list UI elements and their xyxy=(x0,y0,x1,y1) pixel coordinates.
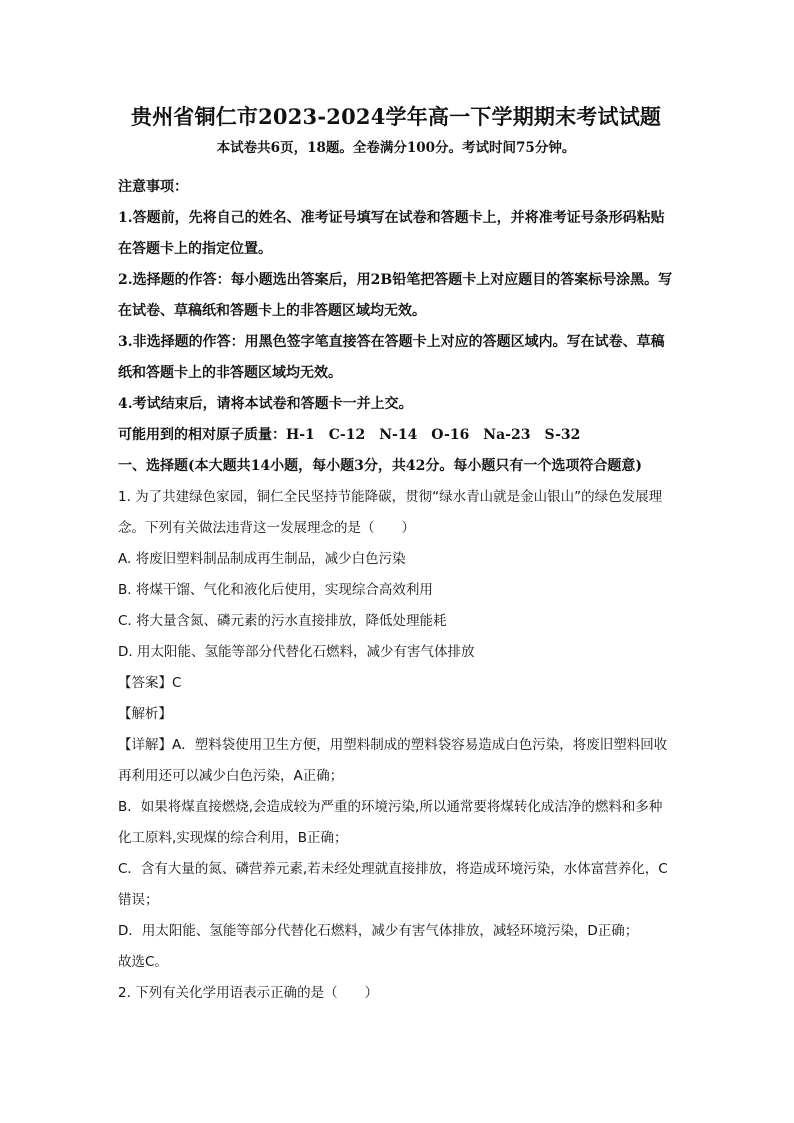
question-1-conclusion: 故选C。 xyxy=(118,954,168,970)
exam-info: 本试卷共6页，18题。全卷满分100分。考试时间75分钟。 xyxy=(216,140,576,156)
page-title: 贵州省铜仁市2023-2024学年高一下学期期末考试试题 xyxy=(130,104,662,129)
question-1-stem: 1. 为了共建绿色家园，铜仁全民坚持节能降碳，贯彻“绿水青山就是金山银山”的绿色发展理念。下列有关做法违背这一发展理念的是（ ） xyxy=(118,489,663,536)
section-heading: 一、选择题(本大题共14小题，每小题3分，共42分。每小题只有一个选项符合题意) xyxy=(118,458,642,474)
notice-item-1: 1.答题前，先将自己的姓名、准考证号填写在试卷和答题卡上，并将准考证号条形码粘贴在答题卡上的指定位置。 xyxy=(118,210,665,257)
notice-item-2: 2.选择题的作答：每小题选出答案后，用2B铅笔把答题卡上对应题目的答案标号涂黑。写在试卷、草稿纸和答题卡上的非答题区域均无效。 xyxy=(118,272,673,319)
question-1-explain-b: B．如果将煤直接燃烧,会造成较为严重的环境污染,所以通常要将煤转化成洁净的燃料和多种化工原料,实现煤的综合利用，B正确； xyxy=(118,799,663,846)
question-1-answer: 【答案】C xyxy=(118,675,182,691)
question-1-option-a: A. 将废旧塑料制品制成再生制品，减少白色污染 xyxy=(118,551,406,567)
question-1-explain-c: C．含有大量的氮、磷营养元素,若未经处理就直接排放，将造成环境污染，水体富营养化，C错误； xyxy=(118,861,668,908)
question-1-explain-a: 【详解】A．塑料袋使用卫生方便，用塑料制成的塑料袋容易造成白色污染，将废旧塑料回收再利用还可以减少白色污染，A正确； xyxy=(118,737,668,784)
question-2-stem: 2. 下列有关化学用语表示正确的是（ ） xyxy=(118,985,379,1001)
question-1-explain-d: D．用太阳能、氢能等部分代替化石燃料，减少有害气体排放，减轻环境污染，D正确； xyxy=(118,923,639,939)
question-1-option-d: D. 用太阳能、氢能等部分代替化石燃料，减少有害气体排放 xyxy=(118,644,475,660)
notice-heading: 注意事项： xyxy=(118,179,188,195)
question-1-option-c: C. 将大量含氮、磷元素的污水直接排放，降低处理能耗 xyxy=(118,613,447,629)
notice-item-3: 3.非选择题的作答：用黑色签字笔直接答在答题卡上对应的答题区域内。写在试卷、草稿纸和答题卡上的非答题区域均无效。 xyxy=(118,334,665,381)
question-1-option-b: B. 将煤干馏、气化和液化后使用，实现综合高效利用 xyxy=(118,582,433,598)
atomic-mass-line: 可能用到的相对原子质量：H-1 C-12 N-14 O-16 Na-23 S-32 xyxy=(118,427,581,443)
question-1-analysis-label: 【解析】 xyxy=(118,706,172,722)
notice-item-4: 4.考试结束后，请将本试卷和答题卡一并上交。 xyxy=(118,396,413,412)
